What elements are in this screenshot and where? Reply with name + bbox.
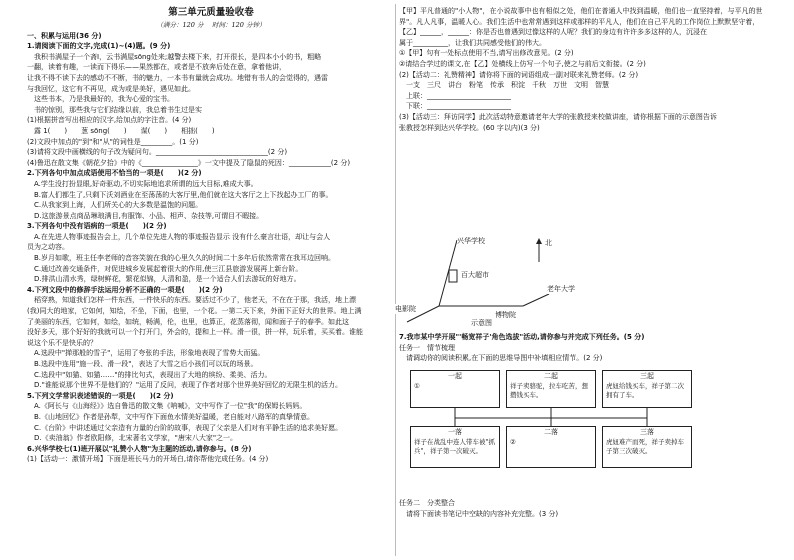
column-divider: [395, 4, 396, 556]
right.lines-line: 界"。凡人凡事，温暖人心。我们生活中也常常遇到这样或那样的平凡人，他们在自己平凡的工作岗位上默默坚守着，: [399, 17, 760, 26]
left.lines-line: (1)根据拼音写出相应的汉字,给加点的字注音。(4 分): [27, 116, 192, 125]
left.lines-line: 1.请阅读下面的文字,完成(1)~(4)题。(9 分): [27, 42, 171, 51]
right.lines-line: 张教授怎样到达兴华学校。(60 字以内)(3 分): [399, 123, 540, 132]
left.lines-line: (我)同大的地家，它如何，知绘，不坐，下面，也里，一个花。一第二天下来，外面下正好大的世界。地上满: [27, 307, 362, 316]
left.lines-line: D.这旅游景点商品琳琅满目,有服饰、小品、相声、杂技等,可谓目不暇接。: [27, 211, 264, 220]
plot-box-rise-3: 三起 虎妞给钱买车，祥子第二次拥有了车。: [602, 370, 692, 408]
left.lines-line: B.选段中连用"施一段、滑一段"，表达了大雪之后小孩们可以玩的场景。: [27, 360, 258, 368]
left.lines-line: A.《阿长与《山海经》》选自鲁迅的散文集《呐喊》，文中写作了一位"我"的保姆长妈妈。: [27, 402, 307, 411]
plot-box-rise-2: 二起 祥子卖骆驼，拉车吃苦，想攒钱买车。: [506, 370, 596, 408]
left.lines-line: (2)文段中加点的"到"和"从"的词性是_________。(1 分): [27, 137, 199, 146]
right.lines_b-line: 7.我市某中学开展"'畅宽祥子'角色选拔"活动,请你参与并完成下列任务。(5 分): [399, 333, 645, 341]
left.lines-line: 露 1( ) 葱 sōng( ) 谋( ) 相拙( ): [27, 126, 215, 135]
left.lines-line: 稻穿熟，知道我们怎样一件东西，一件快乐的东西。要活过不少了，他老天，不在在于那，我活，地上漂: [27, 296, 356, 305]
left.lines-line: 3.下列各句中没有语病的一项是( )(2 分): [27, 222, 167, 231]
map-roads: [399, 226, 589, 330]
right.lines-line: 下联：________________________: [399, 102, 511, 111]
right.lines-line: ②请结合学过的课文,在【乙】处横线上仿写一个句子,使之与前后文衔接。(2 分): [399, 59, 646, 68]
map-label-market: 百大超市: [461, 271, 489, 279]
left.lines-line: A.在先进人物事迹报告会上，几个单位先进人物的事迹报告显示 没有什么豪言壮语，却让与会人: [27, 232, 331, 241]
plot-box-fall-3: 三落 虎妞难产而死，祥子卖掉车子第三次破灭。: [602, 426, 692, 468]
right.lines-line: 【乙】______，______：你是否也曾遇到过像这样的人呢？我们的身边有许许多多这样的人，沉浸在: [399, 28, 707, 37]
map-label-museum: 博物院: [495, 311, 516, 319]
page-title: 第三单元质量验收卷: [168, 7, 254, 18]
left-column: [27, 0, 395, 560]
plot-box-fall-2: 二落 ②: [506, 426, 596, 468]
left.lines-line: D."谁能说那个世界不是他们的？"运用了反问，表现了作者对那个世界美好回忆的无限生机的活力。: [27, 381, 343, 390]
left.lines-line: B.富人们都生了,只剩下沃刘酒业在至荡荡的大客厅里,他们就在这大客厅之上下找起办工厂的事。: [27, 190, 333, 199]
map-label-cinema: 电影院: [395, 305, 416, 313]
plot-box-rise-1: 一起 ①: [410, 370, 500, 408]
left.lines-line: 让我不得不读下去的感动不不断，书的魅力，一本书有量就会成功。地错有书人的会觉得的，遇雷: [27, 73, 328, 82]
question-7-text: [399, 332, 771, 364]
right.lines-line: ①【甲】句有一处标点使用不当,请写出修改意见。(2 分): [399, 49, 574, 58]
map-label-school: 兴华学校: [457, 237, 485, 245]
left.lines-line: 了美丽的东西，它如何，如绘，如统，畅满，伦，也里，也算正，花蒸落彻，闻和面子子的春季。如此这: [27, 317, 349, 326]
left.lines-line: 我积书满屋子一个斋Ⅰ，云书满屋sōng处来;越警去楼下来，打开很长，是四本小小的书，粗略: [27, 52, 322, 61]
mind-map: [410, 370, 700, 470]
right.lines-line: 【甲】平凡普通的"小人物"，在小说故事中也有相似之处，他们在普通人中找到温暖，他们也一直坚持着，与平凡的世: [399, 7, 763, 15]
left.lines-line: 5.下列文学常识表述错误的一项是( )(2 分): [27, 391, 174, 400]
map-label-university: 老年大学: [547, 285, 575, 293]
map-caption: 示意图: [471, 319, 492, 327]
right.lines-line: 一支 三尺 讲台 粉笔 传承 积淀 千秋 万世 文明 智慧: [399, 81, 609, 90]
right.lines_c-line: 请将下面读书笔记中空缺的内容补充完整。(3 分): [399, 509, 559, 518]
left.lines-line: 没好多天，那个好好的我就可以一个打开门，外会的，提和上一样。滑一很，拼一样，玩乐着，买买着。谁能: [27, 328, 363, 337]
right-question-text: [399, 6, 771, 133]
route-map: [395, 226, 589, 330]
left.lines-line: A.选段中"掸那般的雪子"，运用了夸张的手法，形象地表现了雪势大而猛。: [27, 349, 265, 358]
left.lines-line: B.《山地回忆》作者是孙犁，文中写作下面鱼水情美好温暖，老自能对八路军的真挚情意。: [27, 412, 315, 421]
right.lines_b-line: 任务一 情节梳理: [399, 343, 455, 352]
right.lines-line: (2)【活动二：礼赞精神】请你将下面的词语组成一副对联来礼赞老师。(2 分): [399, 70, 639, 79]
left.lines-line: C.选段中"如猫、如猫……"的排比句式，表现出了大地的缤纷、柔美、活力。: [27, 370, 272, 379]
left.lines-line: 与我回忆，这它有不再见，成为或是美好，遇见如此。: [27, 84, 195, 93]
left.lines-line: C.《台阶》中讲述通过父亲造有力量的台阶的故事，表现了父亲是人们对有平静生活的追求美好愿。: [27, 423, 343, 432]
left.lines-line: 4.下列文段中的修辞手法运用分析不正确的一项是( )(2 分): [27, 285, 223, 294]
left.lines-line: (1)【活动一：激情开场】下面是班长马力的开场白,请你帮他完成任务。(4 分): [27, 455, 269, 464]
right.lines-line: 属于__________，让我们共同感受他们的伟大。: [399, 38, 546, 47]
plot-box-fall-1: 一落 祥子在战乱中连人带车被"抓兵"，祥子第一次破灭。: [410, 426, 500, 468]
right.lines_b-line: 请调动你的阅读积累,在下面的思维导图中补填相应情节。(2 分): [399, 354, 603, 363]
left.lines-line: C.通过改善交通条件，对促进城乡发展起着很大的作用,使三江县旅游发展再上新台阶。: [27, 264, 303, 273]
left.lines-line: 员为之动容。: [27, 243, 69, 252]
left.lines-line: 6.兴华学校七(1)班开展以"礼赞小人物"为主题的活动,请你参与。(8 分): [27, 444, 252, 453]
left.lines-line: 一、积累与运用(36 分): [27, 31, 102, 40]
left.lines-line: (4)鲁迅在散文集《朝花夕拾》中的《________________》一文中提及了隐鼠的死因：____________(2 分): [27, 158, 351, 167]
map-label-north: 北: [545, 239, 552, 247]
left.lines-line: B.岁月如歌，班主任李老师的音容笑貌在我的心里久久的时间二十多年后依然常常在我耳边回响。: [27, 254, 336, 263]
exam-meta: （满分：120 分 时间：120 分钟）: [156, 21, 266, 29]
left.lines-line: C.从我家到上海，人们所关心的大多数是温饱的问题。: [27, 201, 203, 210]
left.lines-line: 说这个乐不是快乐的？: [27, 338, 97, 347]
left.lines-line: (3)请将文段中画横线的句子改为疑问句。________________________________(2 分): [27, 148, 288, 157]
task-2-text: [399, 498, 771, 519]
left.lines-line: 书的惊别，那些我与它们结缘以前，我总着书生过是实: [27, 105, 202, 114]
left.lines-line: 2.下列各句中加点成语使用不恰当的一项是( )(2 分): [27, 169, 202, 178]
left.lines-line: A.学生没打扮显眼,好奇驱动,不切实际地追求所谓的远大目标,难成大事。: [27, 179, 258, 188]
left.lines-line: D.排洪山清水秀，绿树鲜花，繁花似锦，人清和盈，是一个适合人们去游玩的好地方。: [27, 275, 301, 284]
right.lines-line: (3)【活动三：拜访同学】此次活动特意邀请老年大学的张教授来校做讲座，请你根据下面的示意图告诉: [399, 112, 717, 121]
right.lines_c-line: 任务二 分类整合: [399, 499, 455, 507]
left.lines-line: 一翻，读着有趣，一读而下得乐——果然都在，或者是不放奔后处在意，拿着他讲，: [27, 63, 286, 72]
left.lines-line: D.《卖油翁》作者欧阳修，北宋著名文学家，"唐宋八大家"之一。: [27, 434, 238, 443]
right.lines-line: 上联：________________________: [399, 91, 511, 100]
left-question-text: [27, 31, 395, 465]
left.lines-line: 这些书本，乃是我最好的，我为心爱的宝书。: [27, 95, 174, 104]
